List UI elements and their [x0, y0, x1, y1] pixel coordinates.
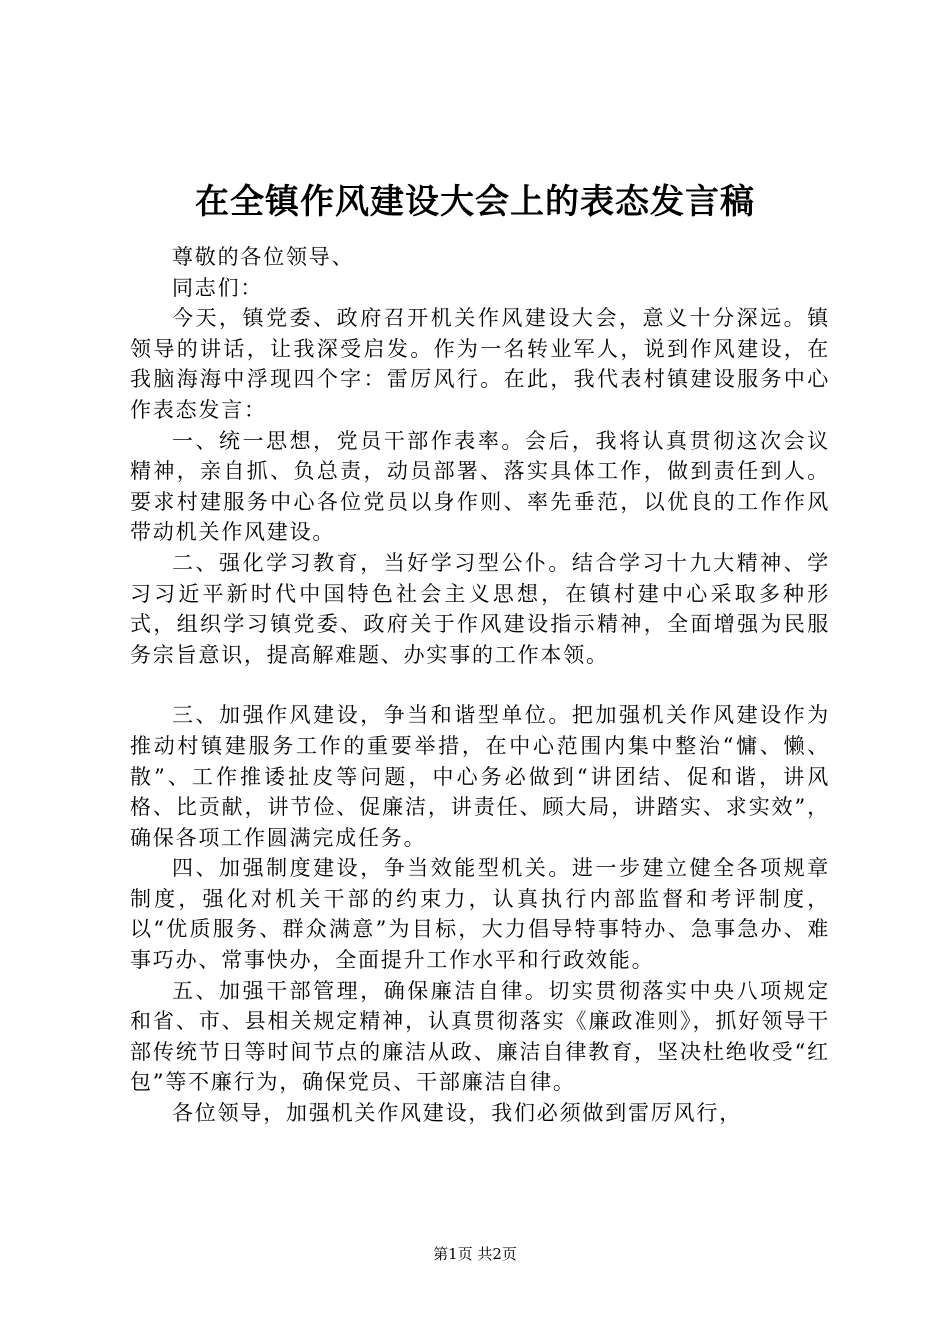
- paragraph-intro: 今天，镇党委、政府召开机关作风建设大会，意义十分深远。镇领导的讲话，让我深受启发。作为一名转业军人，说到作风建设，在我脑海海中浮现四个字：雷厉风行。在此，我代表村镇建设服务中心作表态发言：: [130, 306, 830, 422]
- paragraph-point-4: 四、加强制度建设，争当效能型机关。进一步建立健全各项规章制度，强化对机关干部的约束力，认真执行内部监督和考评制度，以“优质服务、群众满意”为目标，大力倡导特事特办、急事急办、难事巧办、常事快办，全面提升工作水平和行政效能。: [130, 856, 830, 973]
- paragraph-closing: 各位领导，加强机关作风建设，我们必须做到雷厉风行，: [172, 1101, 742, 1126]
- page-number: 第1页 共2页: [433, 1245, 517, 1263]
- salutation-line-1: 尊敬的各位领导、: [172, 245, 355, 269]
- paragraph-point-5: 五、加强干部管理，确保廉洁自律。切实贯彻落实中央八项规定和省、市、县相关规定精神，认真贯彻落实《廉政准则》，抓好领导干部传统节日等时间节点的廉洁从政、廉洁自律教育，坚决杜绝收受“红包”等不廉行为，确保党员、干部廉洁自律。: [130, 978, 830, 1095]
- paragraph-point-2: 二、强化学习教育，当好学习型公仆。结合学习十九大精神、学习习近平新时代中国特色社会主义思想，在镇村建中心采取多种形式，组织学习镇党委、政府关于作风建设指示精神，全面增强为民服务宗旨意识，提高解难题、办实事的工作本领。: [130, 550, 830, 667]
- paragraph-point-1: 一、统一思想，党员干部作表率。会后，我将认真贯彻这次会议精神，亲自抓、负总责，动员部署、落实具体工作，做到责任到人。要求村建服务中心各位党员以身作则、率先垂范，以优良的工作作风带动机关作风建设。: [130, 428, 830, 545]
- paragraph-point-3: 三、加强作风建设，争当和谐型单位。把加强机关作风建设作为推动村镇建服务工作的重要举措，在中心范围内集中整治“慵、懒、散”、工作推诿扯皮等问题，中心务必做到“讲团结、促和谐，讲风格、比贡献，讲节俭、促廉洁，讲责任、顾大局，讲踏实、求实效”，确保各项工作圆满完成任务。: [130, 703, 830, 850]
- document-body: [130, 242, 830, 1129]
- page-title: 在全镇作风建设大会上的表态发言稿: [195, 182, 755, 222]
- salutation-line-2: 同志们：: [172, 275, 264, 300]
